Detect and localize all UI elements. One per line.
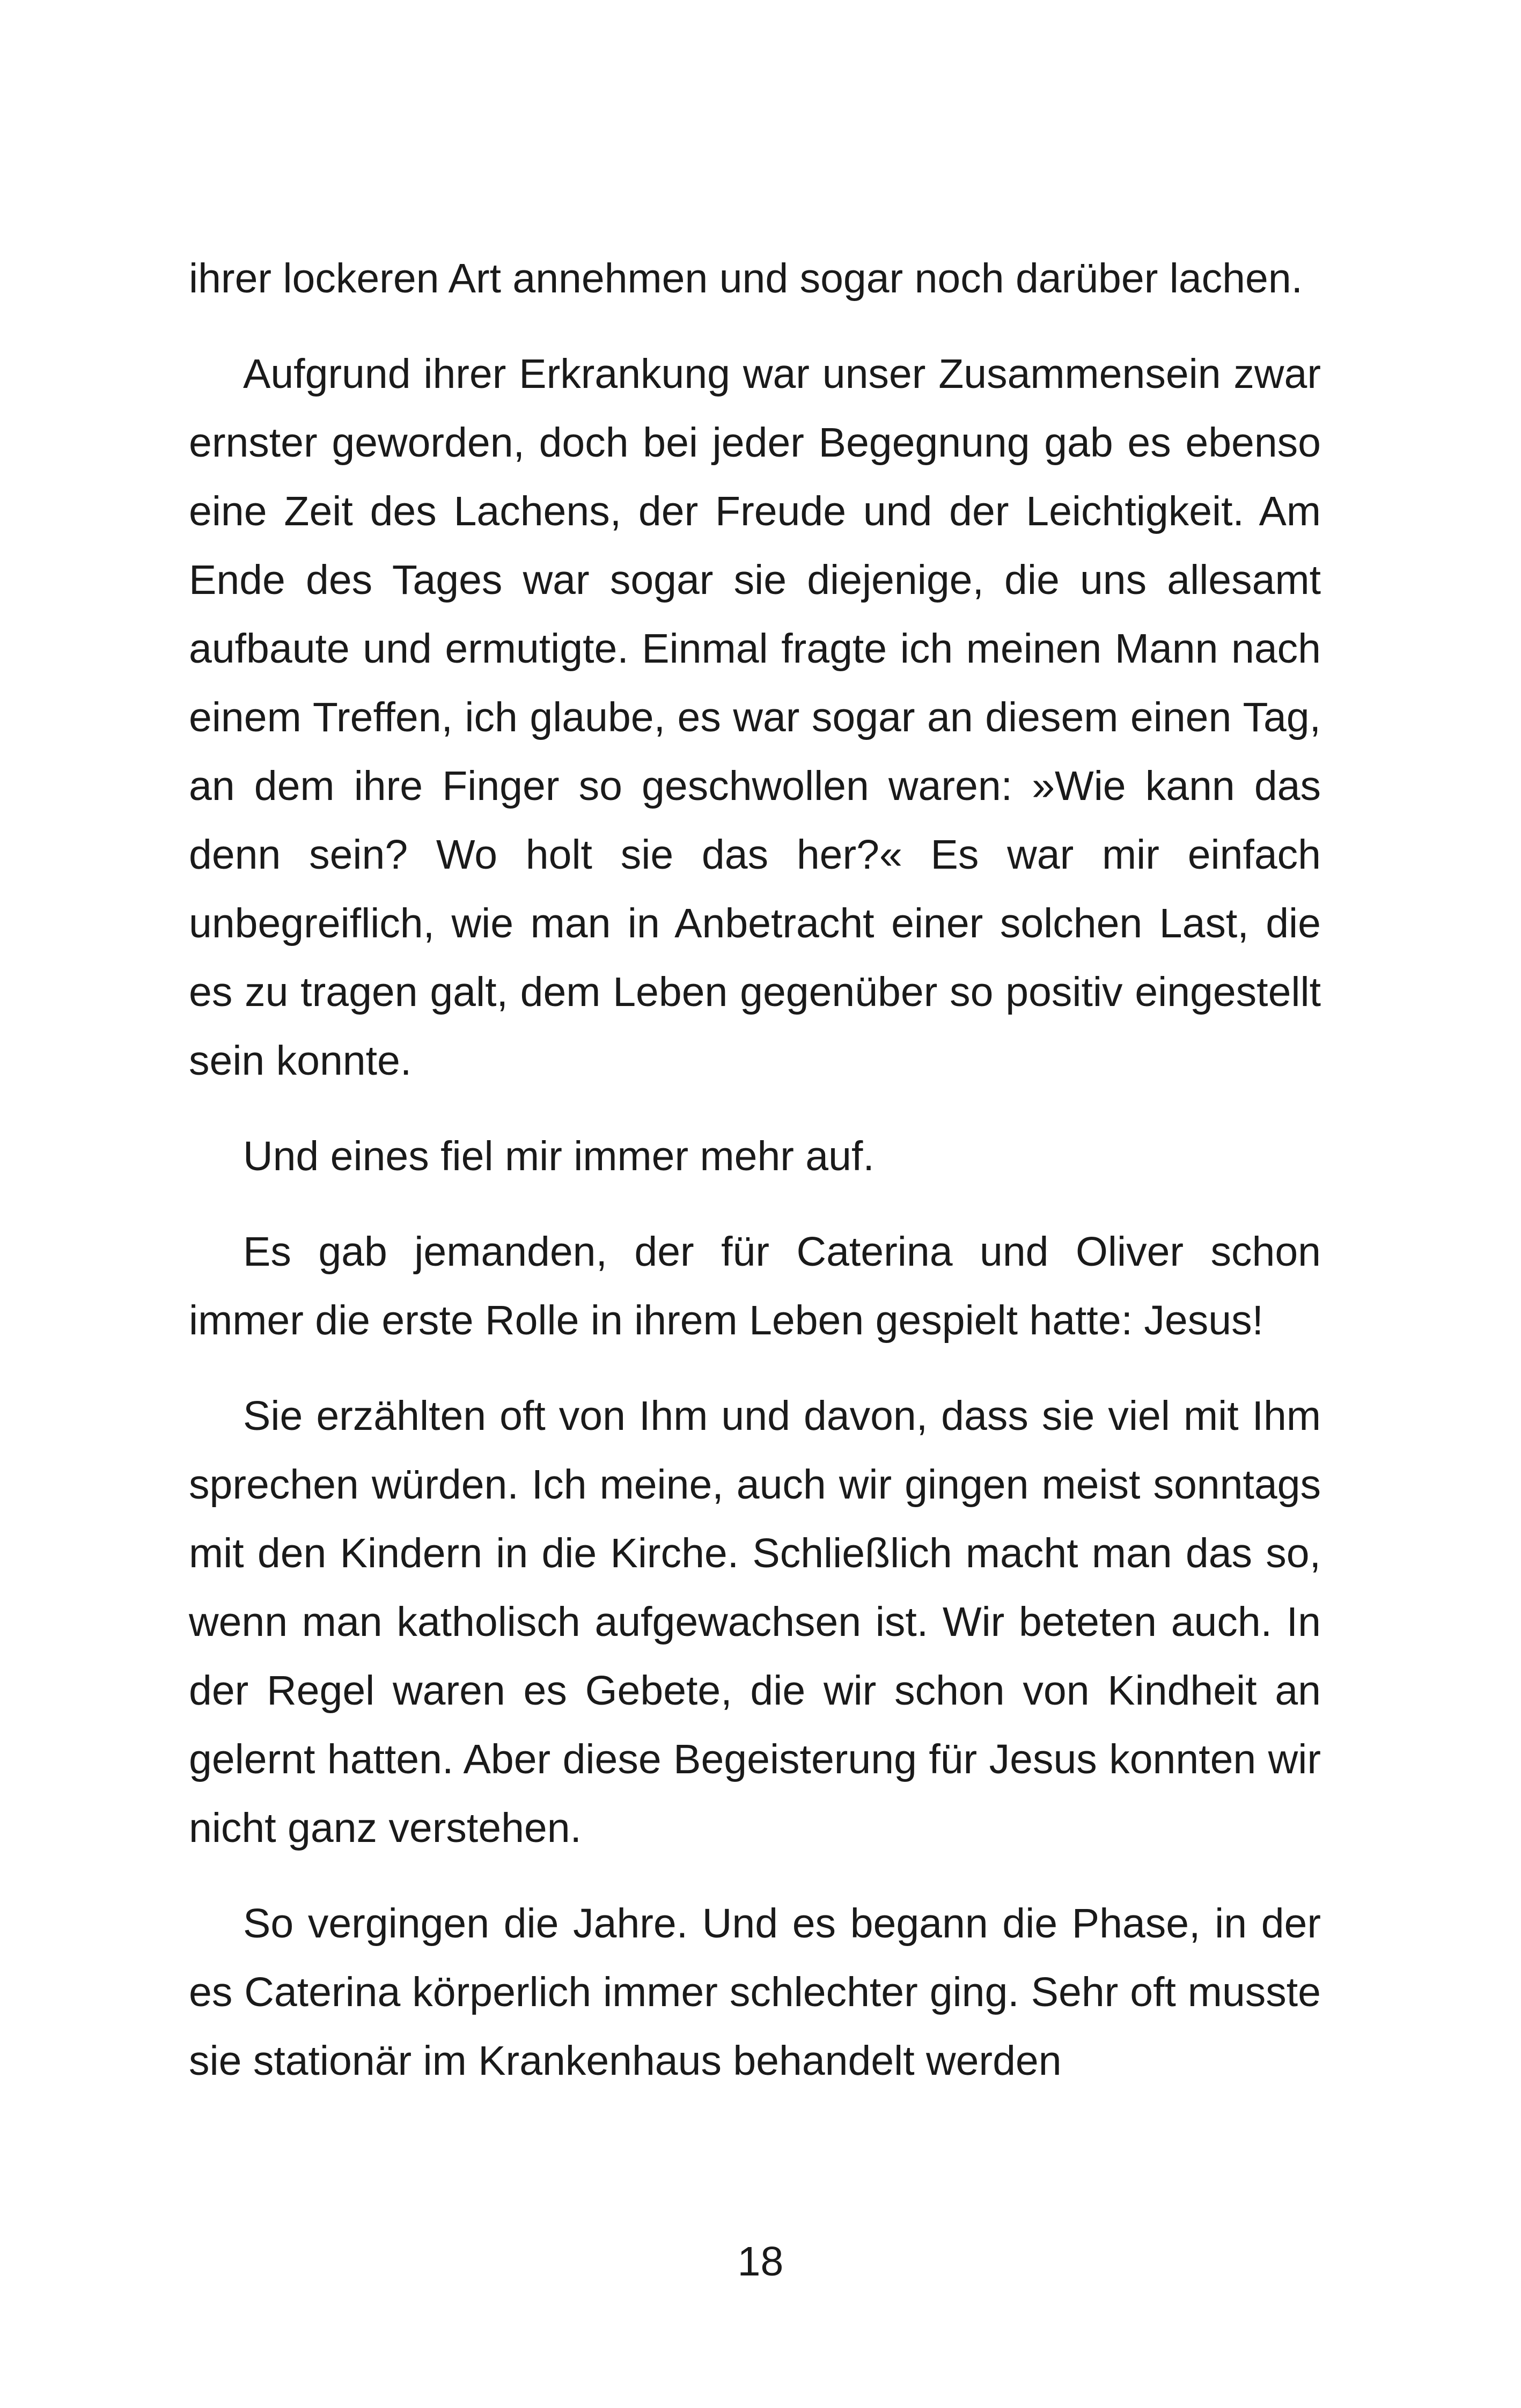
paragraph-illness: Aufgrund ihrer Erkrankung war unser Zusammensein zwar ernster geworden, doch bei jeder Begegnung gab es ebenso eine Zeit des Lachens, der Freude und der Leichtigkeit. Am Ende des Tages war sogar sie diejenige, die uns allesamt aufbaute und ermutigte. Einmal fragte ich meinen Mann nach einem Treffen, ich glaube, es war sogar an diesem einen Tag, an dem ihre Finger so geschwollen waren: »Wie kann das denn sein? Wo holt sie das her?« Es war mir einfach unbegreiflich, wie man in Anbetracht einer solchen Last, die es zu tragen galt, dem Leben gegenüber so positiv eingestellt sein konnte. — [189, 351, 1321, 1084]
paragraph-continuation: ihrer lockeren Art annehmen und sogar noch darüber lachen. — [189, 255, 1303, 302]
paragraph-faith: Sie erzählten oft von Ihm und davon, dass sie viel mit Ihm sprechen würden. Ich meine, auch wir gingen meist sonntags mit den Kindern in die Kirche. Schließlich macht man das so, wenn man katholisch aufgewachsen ist. Wir beteten auch. In der Regel waren es Gebete, die wir schon von Kindheit an gelernt hatten. Aber diese Begeisterung für Jesus konnten wir nicht ganz verstehen. — [189, 1393, 1321, 1851]
paragraph-years: So vergingen die Jahre. Und es begann die Phase, in der es Caterina körperlich immer schlechter ging. Sehr oft musste sie stationär im Krankenhaus behandelt werden — [189, 1900, 1321, 2084]
paragraph-observation: Und eines fiel mir immer mehr auf. — [243, 1133, 875, 1179]
page-number: 18 — [737, 2238, 784, 2285]
book-page-body — [189, 244, 1321, 2122]
paragraph-jesus: Es gab jemanden, der für Caterina und Oliver schon immer die erste Rolle in ihrem Leben gespielt hatte: Jesus! — [189, 1229, 1321, 1344]
